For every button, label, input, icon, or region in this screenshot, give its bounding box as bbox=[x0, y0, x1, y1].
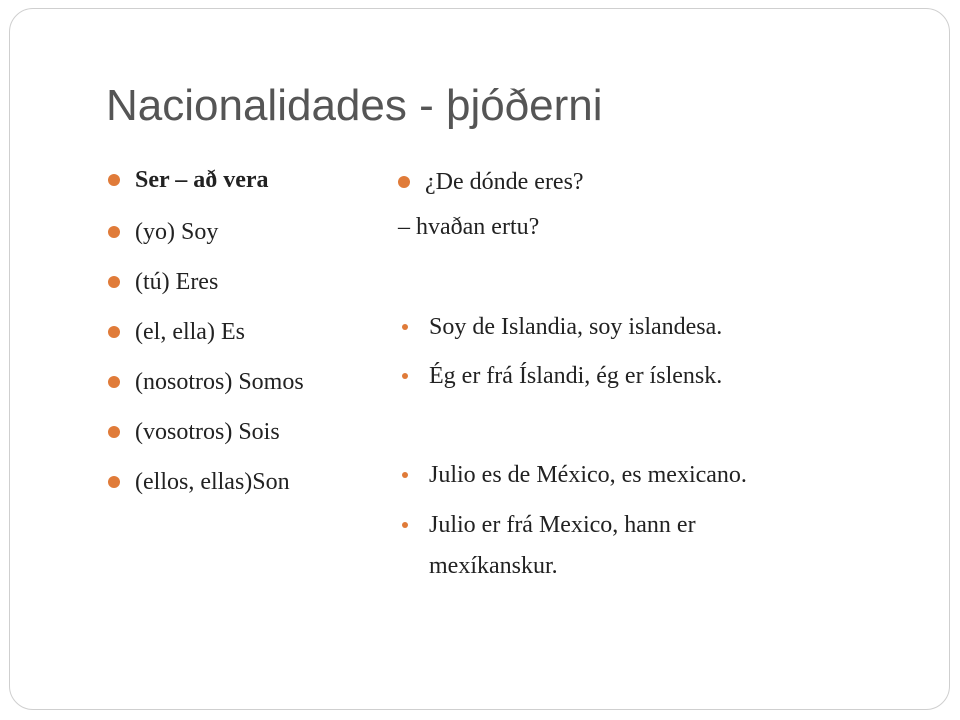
question-translation: – hvaðan ertu? bbox=[398, 214, 540, 240]
list-item-text: (nosotros) Somos bbox=[135, 369, 304, 395]
bullet-icon bbox=[402, 522, 408, 528]
question-text: ¿De dónde eres? bbox=[425, 169, 584, 195]
bullet-icon bbox=[402, 472, 408, 478]
list-item-text: (tú) Eres bbox=[135, 269, 219, 295]
bullet-icon bbox=[402, 373, 408, 379]
list-item-text: (el, ella) Es bbox=[135, 319, 245, 345]
bullet-icon bbox=[108, 326, 120, 338]
list-item-heading: Ser – að vera bbox=[135, 167, 269, 193]
example-text: Soy de Islandia, soy islandesa. bbox=[429, 314, 723, 340]
bullet-icon bbox=[398, 176, 410, 188]
example-text: Julio es de México, es mexicano. bbox=[429, 462, 747, 488]
bullet-icon bbox=[108, 376, 120, 388]
bullet-icon bbox=[108, 276, 120, 288]
bullet-icon bbox=[108, 174, 120, 186]
example-text: Julio er frá Mexico, hann er bbox=[429, 512, 696, 538]
bullet-icon bbox=[108, 226, 120, 238]
slide-title: Nacionalidades - þjóðerni bbox=[106, 81, 603, 130]
example-text: Ég er frá Íslandi, ég er íslensk. bbox=[429, 363, 723, 389]
list-item-text: (ellos, ellas)Son bbox=[135, 469, 290, 495]
bullet-icon bbox=[402, 324, 408, 330]
list-item-text: (vosotros) Sois bbox=[135, 419, 280, 445]
list-item-text: (yo) Soy bbox=[135, 219, 219, 245]
example-text-continuation: mexíkanskur. bbox=[429, 553, 558, 579]
bullet-icon bbox=[108, 426, 120, 438]
bullet-icon bbox=[108, 476, 120, 488]
